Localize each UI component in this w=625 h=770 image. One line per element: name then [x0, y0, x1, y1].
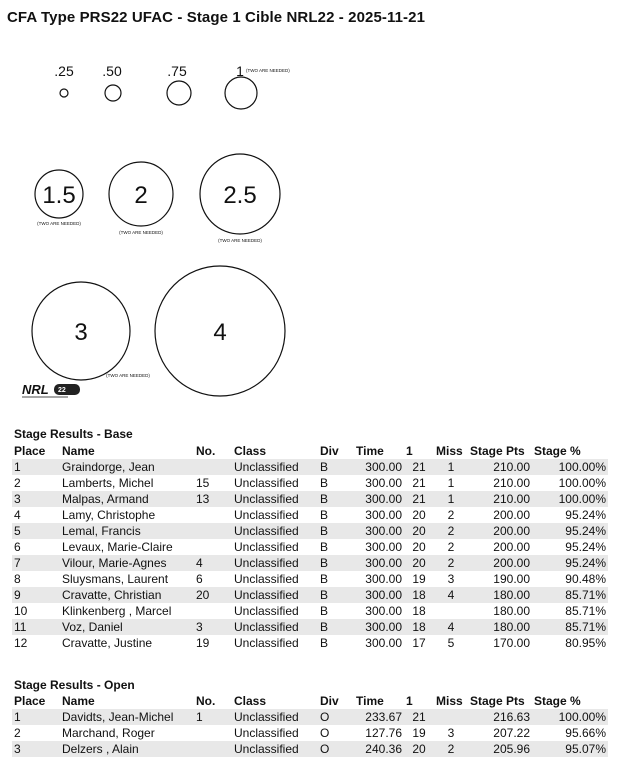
table-cell: [194, 507, 232, 523]
table-cell: 6: [14, 540, 21, 554]
table-cell: O: [318, 709, 354, 725]
table-cell: 85.71%: [532, 619, 608, 635]
column-header: Stage %: [534, 444, 581, 458]
target-1: [225, 77, 257, 109]
table-cell: 85.71%: [565, 604, 606, 618]
table-cell: [434, 603, 468, 619]
table-cell: 207.22: [493, 726, 530, 740]
table-cell: 210.00: [493, 476, 530, 490]
table-cell: 18: [404, 587, 434, 603]
table-cell: 180.00: [493, 604, 530, 618]
table-cell: 1: [12, 459, 60, 475]
table-cell: 300.00: [365, 476, 402, 490]
table-cell: 17: [412, 636, 426, 650]
table-cell: 1: [434, 491, 468, 507]
column-header: Class: [234, 444, 267, 458]
table-cell: 7: [12, 555, 60, 571]
target-label: .50: [102, 63, 122, 79]
table-cell: 11: [12, 619, 60, 635]
table-cell: Levaux, Marie-Claire: [62, 540, 173, 554]
table-cell: 300.00: [354, 619, 404, 635]
table-cell: 1: [447, 476, 455, 490]
table-cell: 19: [412, 726, 426, 740]
table-cell: 95.07%: [532, 741, 608, 757]
table-cell: [194, 741, 232, 757]
table-cell: Lamberts, Michel: [62, 476, 154, 490]
target-50: [105, 85, 121, 101]
table-cell: Unclassified: [232, 709, 318, 725]
table-cell: 3: [194, 619, 232, 635]
table-cell: 20: [404, 555, 434, 571]
table-cell: Unclassified: [232, 555, 318, 571]
column-header: Time: [356, 444, 384, 458]
table-cell: Unclassified: [232, 459, 318, 475]
table-cell: Unclassified: [234, 636, 299, 650]
table-cell: B: [320, 508, 329, 522]
results-table-open: [12, 693, 608, 757]
target-sheet: [0, 0, 330, 420]
column-header: Miss: [436, 694, 463, 708]
table-cell: [194, 459, 232, 475]
table-row: [12, 619, 608, 635]
table-cell: 20: [412, 540, 426, 554]
table-cell: 15: [196, 476, 210, 490]
column-header: Name: [62, 444, 95, 458]
table-cell: B: [318, 619, 354, 635]
table-cell: 300.00: [354, 587, 404, 603]
svg-text:NRL: NRL: [22, 382, 49, 397]
column-header: Place: [14, 444, 46, 458]
table-row: [12, 459, 608, 475]
table-cell: 300.00: [365, 540, 402, 554]
table-cell: 2: [447, 540, 455, 554]
table-cell: 21: [412, 476, 426, 490]
table-row: [12, 507, 608, 523]
table-cell: 300.00: [365, 636, 402, 650]
table-cell: 200.00: [493, 508, 530, 522]
column-header: Class: [234, 694, 267, 708]
table-cell: [194, 523, 232, 539]
table-cell: 205.96: [468, 741, 532, 757]
table-header: [12, 693, 608, 709]
column-header: Place: [14, 694, 46, 708]
table-cell: 300.00: [365, 604, 402, 618]
table-cell: 233.67: [354, 709, 404, 725]
table-cell: B: [318, 523, 354, 539]
table-cell: 127.76: [365, 726, 402, 740]
column-header: 1: [406, 694, 413, 708]
table-cell: 18: [404, 619, 434, 635]
table-cell: 180.00: [468, 619, 532, 635]
table-cell: 300.00: [365, 572, 402, 586]
table-cell: 95.24%: [532, 523, 608, 539]
table-cell: 19: [412, 572, 426, 586]
table-cell: 1: [194, 709, 232, 725]
table-cell: Unclassified: [232, 587, 318, 603]
table-cell: Unclassified: [234, 540, 299, 554]
table-cell: 4: [434, 619, 468, 635]
target-label: 2: [134, 182, 148, 209]
table-cell: 300.00: [354, 491, 404, 507]
table-cell: Unclassified: [234, 726, 299, 740]
table-cell: 1: [12, 709, 60, 725]
table-cell: Unclassified: [232, 523, 318, 539]
table-cell: 3: [12, 741, 60, 757]
table-cell: B: [320, 572, 329, 586]
table-cell: Davidts, Jean-Michel: [60, 709, 194, 725]
target-75: [167, 81, 191, 105]
table-cell: 200.00: [493, 540, 530, 554]
column-header: Stage Pts: [470, 444, 525, 458]
table-cell: 20: [412, 508, 426, 522]
table-cell: 8: [14, 572, 21, 586]
table-cell: Unclassified: [234, 508, 299, 522]
table-cell: 2: [14, 726, 21, 740]
table-cell: 4: [434, 587, 468, 603]
table-cell: B: [318, 555, 354, 571]
table-cell: B: [318, 587, 354, 603]
column-header: Time: [356, 694, 384, 708]
table-cell: Lemal, Francis: [60, 523, 194, 539]
table-cell: 210.00: [468, 491, 532, 507]
table-cell: 240.36: [354, 741, 404, 757]
table-cell: [194, 603, 232, 619]
table-row: [12, 539, 608, 555]
table-cell: 216.63: [468, 709, 532, 725]
table-cell: 21: [404, 709, 434, 725]
table-cell: 3: [447, 726, 455, 740]
table-cell: B: [320, 476, 329, 490]
target-label: 1.5: [42, 182, 76, 209]
table-cell: O: [318, 741, 354, 757]
table-cell: 20: [404, 523, 434, 539]
table-row: [12, 709, 608, 725]
table-cell: 300.00: [354, 459, 404, 475]
table-cell: B: [320, 636, 329, 650]
target-note: (TWO ARE NEEDED): [119, 230, 163, 235]
table-row: [12, 523, 608, 539]
page-title: CFA Type PRS22 UFAC - Stage 1 Cible NRL22 - 2025-11-21: [7, 9, 426, 26]
target-note: (TWO ARE NEEDED): [246, 68, 290, 73]
table-cell: Unclassified: [234, 476, 299, 490]
column-header: No.: [196, 444, 216, 458]
results-table-base: [12, 443, 608, 651]
table-cell: 13: [194, 491, 232, 507]
table-cell: 6: [196, 572, 203, 586]
table-cell: 170.00: [493, 636, 530, 650]
table-cell: 300.00: [354, 555, 404, 571]
target-label: 3: [74, 319, 88, 346]
table-cell: 100.00%: [558, 476, 606, 490]
table-cell: Lamy, Christophe: [62, 508, 156, 522]
table-cell: 95.24%: [565, 540, 606, 554]
target-label: 1: [236, 63, 244, 79]
table-row: [12, 741, 608, 757]
table-cell: 210.00: [468, 459, 532, 475]
table-cell: [194, 725, 232, 741]
table-cell: 10: [14, 604, 28, 618]
table-cell: 95.24%: [532, 555, 608, 571]
table-cell: 80.95%: [565, 636, 606, 650]
table-row: [12, 475, 608, 491]
table-cell: 300.00: [354, 523, 404, 539]
table-cell: 2: [434, 523, 468, 539]
table-cell: 100.00%: [532, 709, 608, 725]
table-cell: 100.00%: [532, 491, 608, 507]
table-cell: Cravatte, Christian: [60, 587, 194, 603]
table-row: [12, 491, 608, 507]
table-cell: 300.00: [365, 508, 402, 522]
table-cell: Malpas, Armand: [60, 491, 194, 507]
table-row: [12, 587, 608, 603]
column-header: Div: [320, 694, 339, 708]
table-cell: 200.00: [468, 523, 532, 539]
section-title-base: Stage Results - Base: [14, 427, 133, 441]
table-cell: Marchand, Roger: [62, 726, 155, 740]
column-header: No.: [196, 694, 216, 708]
table-row: [12, 555, 608, 571]
table-cell: 21: [404, 491, 434, 507]
table-cell: 95.24%: [565, 508, 606, 522]
table-cell: 3: [12, 491, 60, 507]
table-cell: 4: [194, 555, 232, 571]
table-cell: 9: [12, 587, 60, 603]
nrl22-logo: [22, 382, 80, 397]
table-cell: 3: [447, 572, 455, 586]
table-cell: B: [318, 491, 354, 507]
table-cell: Klinkenberg , Marcel: [62, 604, 172, 618]
table-row: [12, 603, 608, 619]
table-cell: 4: [14, 508, 21, 522]
table-cell: 21: [404, 459, 434, 475]
table-cell: 95.66%: [565, 726, 606, 740]
table-cell: 1: [434, 459, 468, 475]
table-cell: Sluysmans, Laurent: [62, 572, 169, 586]
table-cell: 2: [434, 741, 468, 757]
table-row: [12, 635, 608, 651]
table-cell: 2: [447, 508, 455, 522]
table-row: [12, 725, 608, 741]
table-cell: 100.00%: [532, 459, 608, 475]
table-cell: 5: [447, 636, 455, 650]
table-cell: Unclassified: [234, 572, 299, 586]
table-cell: Cravatte, Justine: [62, 636, 153, 650]
svg-text:22: 22: [58, 387, 66, 394]
target-note: (TWO ARE NEEDED): [37, 221, 81, 226]
table-cell: 18: [412, 604, 426, 618]
table-cell: B: [318, 459, 354, 475]
table-cell: Unclassified: [232, 741, 318, 757]
table-cell: O: [320, 726, 330, 740]
table-cell: 19: [196, 636, 210, 650]
table-cell: 90.48%: [565, 572, 606, 586]
section-title-open: Stage Results - Open: [14, 678, 135, 692]
table-cell: 12: [14, 636, 28, 650]
column-header: Stage %: [534, 694, 581, 708]
target-label: .25: [54, 63, 74, 79]
table-cell: B: [320, 604, 329, 618]
column-header: Div: [320, 444, 339, 458]
table-cell: 2: [434, 555, 468, 571]
table-cell: [194, 539, 232, 555]
column-header: 1: [406, 444, 413, 458]
target-label: .75: [167, 63, 187, 79]
column-header: Name: [62, 694, 95, 708]
table-cell: 200.00: [468, 555, 532, 571]
table-cell: 20: [194, 587, 232, 603]
column-header: Miss: [436, 444, 463, 458]
table-row: [12, 571, 608, 587]
table-cell: Unclassified: [232, 491, 318, 507]
table-cell: 180.00: [468, 587, 532, 603]
table-cell: 20: [404, 741, 434, 757]
table-cell: B: [320, 540, 329, 554]
table-cell: Delzers , Alain: [60, 741, 194, 757]
table-cell: 2: [14, 476, 21, 490]
table-cell: 85.71%: [532, 587, 608, 603]
target-label: 2.5: [223, 182, 257, 209]
column-header: Stage Pts: [470, 694, 525, 708]
target-label: 4: [213, 319, 227, 346]
table-cell: Vilour, Marie-Agnes: [60, 555, 194, 571]
table-cell: 5: [12, 523, 60, 539]
table-header: [12, 443, 608, 459]
table-cell: 190.00: [493, 572, 530, 586]
table-cell: Graindorge, Jean: [60, 459, 194, 475]
table-cell: Unclassified: [234, 604, 299, 618]
table-cell: [434, 709, 468, 725]
target-25: [60, 89, 68, 97]
table-cell: Voz, Daniel: [60, 619, 194, 635]
target-note: (TWO ARE NEEDED): [106, 373, 150, 378]
target-note: (TWO ARE NEEDED): [218, 238, 262, 243]
table-cell: Unclassified: [232, 619, 318, 635]
